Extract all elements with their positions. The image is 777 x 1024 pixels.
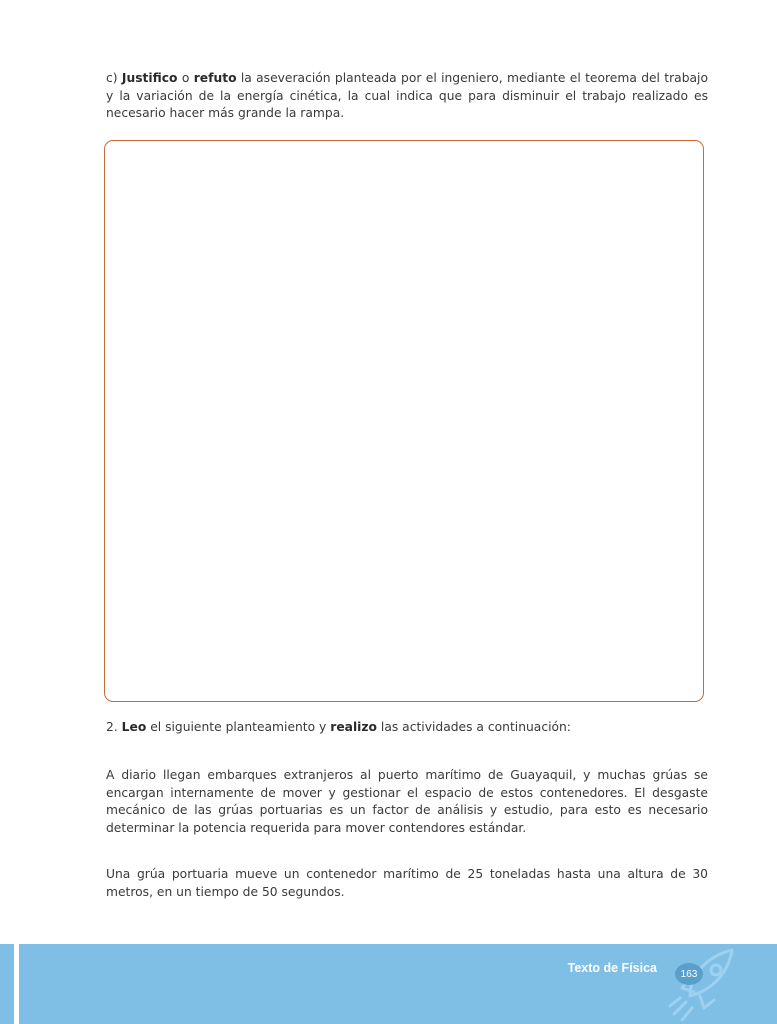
keyword-justifico: Justifico: [121, 71, 178, 85]
instruction-2: [106, 719, 708, 737]
footer-divider-bar: [14, 944, 19, 1024]
question-c-text: la aseveración planteada por el ingeniero, mediante el teorema del trabajo y la variación de la energía cinética, la cual indica que para disminuir el trabajo realizado es necesario hacer más grande la rampa.: [106, 71, 708, 120]
page-number: 163: [680, 968, 698, 980]
keyword-realizo: realizo: [330, 720, 377, 734]
question-c: [106, 70, 708, 123]
answer-box[interactable]: [104, 140, 704, 702]
conjunction-o: o: [177, 71, 194, 85]
footer-title: Texto de Física: [567, 961, 657, 975]
rocket-icon: [660, 944, 750, 1024]
page-number-badge: [675, 963, 703, 985]
instruction-2-middle: el siguiente planteamiento y: [146, 720, 331, 734]
paragraph-puerto: A diario llegan embarques extranjeros al puerto marítimo de Guayaquil, y muchas grúas se encargan internamente de mover y gestionar el espacio de estos contenedores. El desgaste mecánico de las grúas portuarias es un factor de análisis y estudio, para esto es necesario determinar la potencia requerida para mover contendores estándar.: [106, 768, 708, 835]
keyword-refuto: refuto: [193, 71, 237, 85]
instruction-2-prefix: 2.: [106, 720, 122, 734]
instruction-2-text: las actividades a continuación:: [377, 720, 571, 734]
keyword-leo: Leo: [121, 720, 147, 734]
paragraph-grua: Una grúa portuaria mueve un contenedor marítimo de 25 toneladas hasta una altura de 30 metros, en un tiempo de 50 segundos.: [106, 867, 708, 899]
question-c-prefix: c): [106, 71, 122, 85]
